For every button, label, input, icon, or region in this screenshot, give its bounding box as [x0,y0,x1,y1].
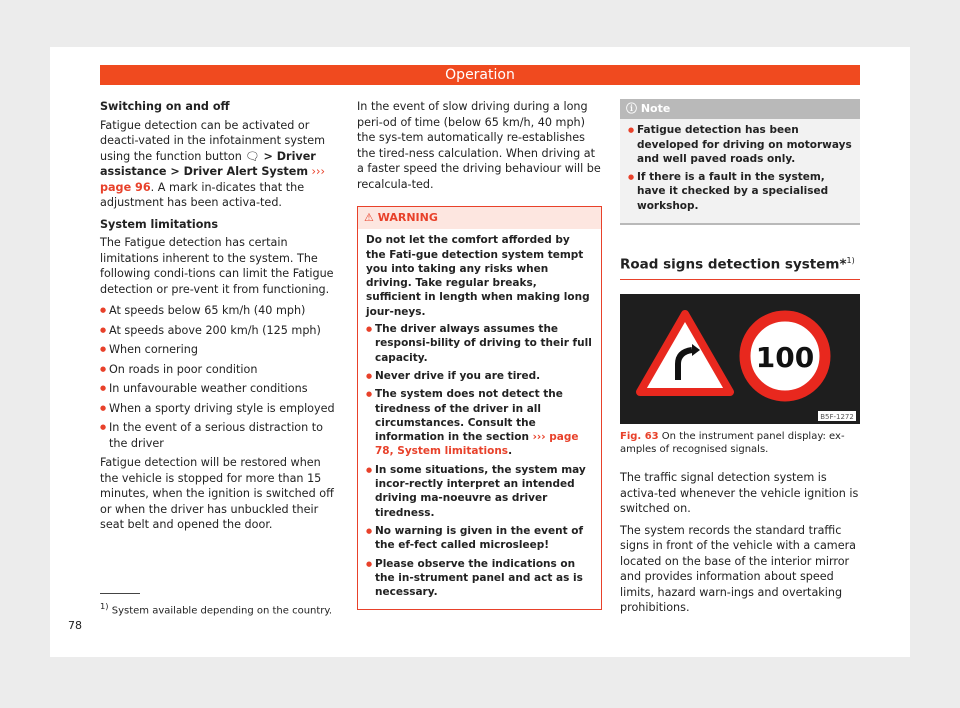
paragraph-records: The system records the standard traffic signs in front of the vehicle with a camera located on the base of the interior mirror and provides information about speed limits, hazard warn-ings and overtaking prohibitions. [620,523,857,615]
heading-switching: Switching on and off [100,100,230,113]
page-header: Operation [100,65,860,85]
note-item: ● Fatigue detection has been developed for driving on motorways and well paved roads only. [628,123,852,166]
list-item: ● In the event of a serious distraction to the driver [100,420,340,451]
paragraph-activation: The traffic signal detection system is activa-ted whenever the vehicle ignition is switched on. [620,471,859,516]
figure-caption: Fig. 63 On the instrument panel display: ex-amples of recognised signals. [620,431,845,456]
warning-intro: Do not let the comfort afforded by the Fati-gue detection system tempt you into taking any risks when driving. Take regular breaks, sufficient in length when making long jour-neys. [366,234,590,318]
note-header: ⓘ Note [620,99,860,119]
note-body [620,119,860,223]
column-left [100,99,340,539]
road-signs-illustration [620,294,860,424]
page-number: 78 [68,619,82,632]
warning-item: ● In some situations, the system may incor-rectly interpret an intended driving ma-noeuvre as driver tiredness. [366,463,593,520]
speed-limit-value: 100 [755,341,815,375]
list-item: ● On roads in poor condition [100,362,340,378]
paragraph-restore: Fatigue detection will be restored when the vehicle is stopped for more than 15 minutes, when the ignition is switched off or when the driver has unbuckled their seat belt and opened the door. [100,456,334,531]
column-middle [357,99,602,610]
note-item: ● If there is a fault in the system, have it checked by a specialised workshop. [628,170,852,213]
warning-header: ⚠ WARNING [358,207,601,229]
warning-item: ● Please observe the indications on the in-strument panel and act as is necessary. [366,557,593,600]
list-item: ● When cornering [100,342,340,358]
list-item: ● At speeds above 200 km/h (125 mph) [100,323,340,339]
heading-limitations: System limitations [100,217,219,231]
list-item: ● When a sporty driving style is employed [100,401,340,417]
chat-bubble-icon: 🗨 [245,149,260,163]
road-signs-figure [620,294,860,424]
list-item: ● At speeds below 65 km/h (40 mph) [100,303,340,319]
page [50,47,910,657]
paragraph-limitations: The Fatigue detection has certain limitations inherent to the system. The following condi-tions can limit the Fatigue detection or pre-vent it from functioning. [100,236,334,296]
section-title: Road signs detection system*$^{1)}$ [620,253,860,280]
warning-item: ● The system does not detect the tiredness of the driver in all circumstances. Consult the information in the section ››› page 78, System limitations. [366,387,593,458]
footnote-divider [100,593,140,594]
column-right [620,99,860,622]
warning-body [358,229,601,609]
paragraph-slow-driving: In the event of slow driving during a long peri-od of time (below 65 km/h, 40 mph) the sys-tem automatically re-establishes the tired-ness calculation. When driving at a faster speed the driving behaviour will be recalcula-ted. [357,100,601,191]
note-box [620,99,860,225]
warning-item: ● Never drive if you are tired. [366,369,593,383]
list-item: ● In unfavourable weather conditions [100,381,340,397]
warning-triangle-icon: ⚠ [364,211,374,224]
page-link[interactable]: ››› page 78, System limitations [375,431,579,458]
info-icon: ⓘ [626,102,637,115]
paragraph-switching: Fatigue detection can be activated or deacti-vated in the infotainment system using the function button 🗨 > Driver assistance > Driver Alert System ››› page 96. A mark in-dicates that the adjustment has been activa-ted. [100,118,325,209]
page-link[interactable]: page 96 [100,180,151,194]
figure-code: B5F-1272 [820,413,854,422]
warning-box [357,206,602,610]
footnote: $^{1)}$ System available depending on the country. [100,601,333,617]
warning-item: ● No warning is given in the event of the ef-fect called microsleep! [366,524,593,553]
warning-item: ● The driver always assumes the responsi-bility of driving to their full capacity. [366,322,593,365]
